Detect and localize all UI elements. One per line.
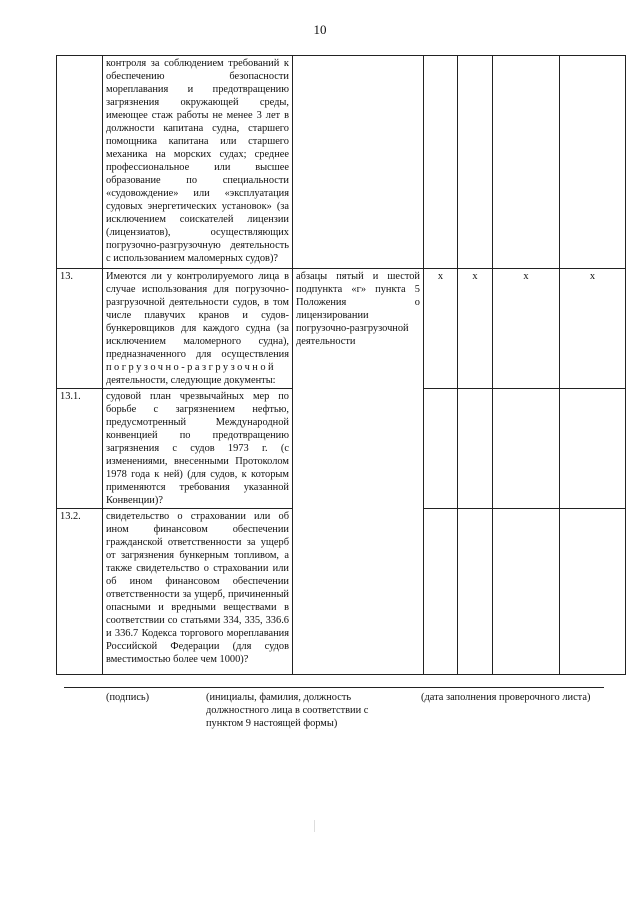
question-tail-text: деятельности, следующие документы: (106, 375, 276, 386)
question-cell: контроля за соблюдением требований к обеспечению безопасности мореплавания и предотвращению загрязнения окружающей среды, имеющее стаж работы не менее 3 лет в должности капитана судна, старшего помощника капитана или старшего механика на морских судах; среднее профессиональное или высшее образование по специальности «судовождение» или «эксплуатация судовых энергетических установок» (за исключением соискателей лицензии (лицензиатов), осуществляющих погрузочно-разгрузочную деятельность с использованием маломерных судов)? (103, 56, 293, 269)
answer-note-cell: х (560, 269, 626, 389)
row-number: 13.1. (57, 389, 103, 509)
table-row (57, 269, 626, 389)
answer-note-cell[interactable] (560, 56, 626, 269)
question-cell (103, 269, 293, 389)
table-row (57, 56, 626, 269)
reference-cell: абзацы пятый и шестой подпункта «г» пункта 5 Положения о лицензировании погрузочно-разгрузочной деятельности (293, 269, 424, 675)
signature-label: (подпись) (106, 692, 150, 703)
scan-mark (314, 820, 321, 832)
answer-no-cell[interactable] (458, 56, 493, 269)
signature-line (64, 687, 604, 688)
question-cell: свидетельство о страховании или об ином финансовом обеспечении гражданской ответственности за ущерб от загрязнения бункерным топливом, а также свидетельство о страховании или об ином финансовом обеспечении ответственности за ущерб, причиненный опасными и вредными веществами в соответствии со статьями 334, 335, 336.6 и 336.7 Кодекса торгового мореплавания Российской Федерации (для судов вместимостью более чем 1000)? (103, 509, 293, 675)
answer-yes-cell[interactable] (424, 56, 458, 269)
row-number: 13. (57, 269, 103, 389)
question-cell: судовой план чрезвычайных мер по борьбе с загрязнением нефтью, предусмотренный Международной конвенцией по предотвращению загрязнения с судов 1973 г. (с изменениями, внесенными Протоколом 1978 года к ней) (для судов, к которым применяются требования указанной Конвенции)? (103, 389, 293, 509)
answer-yes-cell[interactable] (424, 509, 458, 675)
question-spaced-text: погрузочно-разгрузочной (106, 362, 277, 373)
answer-no-cell: х (458, 269, 493, 389)
reference-cell (293, 56, 424, 269)
checklist-table (56, 55, 626, 675)
page-number: 10 (313, 22, 327, 37)
answer-no-cell[interactable] (458, 389, 493, 509)
answer-not-applicable-cell[interactable] (493, 56, 560, 269)
fill-date-label: (дата заполнения проверочного листа) (421, 692, 591, 703)
row-number (57, 56, 103, 269)
answer-yes-cell[interactable] (424, 389, 458, 509)
answer-note-cell[interactable] (560, 389, 626, 509)
answer-no-cell[interactable] (458, 509, 493, 675)
answer-not-applicable-cell[interactable] (493, 389, 560, 509)
answer-note-cell[interactable] (560, 509, 626, 675)
answer-not-applicable-cell[interactable] (493, 509, 560, 675)
answer-not-applicable-cell: х (493, 269, 560, 389)
official-name-label: (инициалы, фамилия, должность должностного лица в соответствии с пунктом 9 настоящей формы) (206, 692, 369, 729)
answer-yes-cell: х (424, 269, 458, 389)
question-text: Имеются ли у контролируемого лица в случае использования для погрузочно-разгрузочной деятельности судов, в том числе плавучих кранов и судов-бункеровщиков для каждого судна (за исключением маломерного судна), предназначенного для осуществления (106, 271, 289, 360)
row-number: 13.2. (57, 509, 103, 675)
